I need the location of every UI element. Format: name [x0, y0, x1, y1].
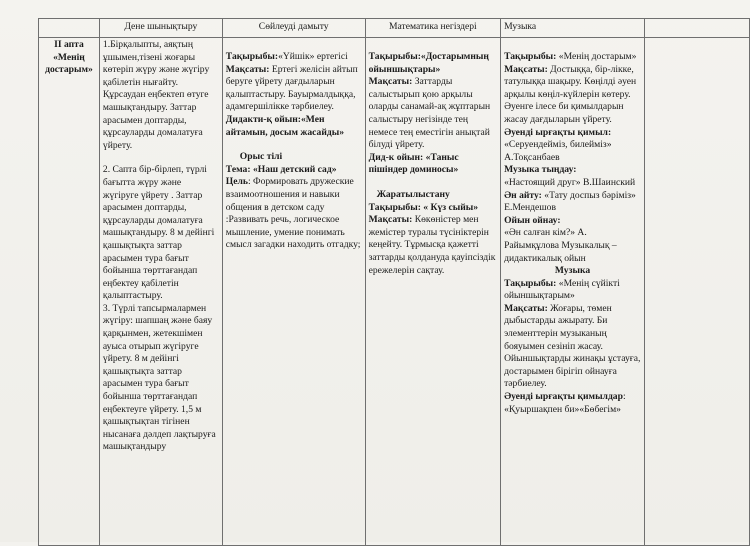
russian-language-title: Орыс тілі — [239, 151, 283, 163]
math-didactic-game: Дид-к ойын: «Таныс пішіндер доминосы» — [368, 151, 459, 176]
physical-education-cell — [99, 38, 222, 546]
math-topic — [369, 51, 497, 76]
speech-topic-label: Тақырыбы: — [225, 51, 279, 62]
music-goal — [504, 64, 641, 127]
header-math-basics: Математика негіздері — [365, 19, 500, 38]
music-cell — [501, 38, 645, 546]
russian-aim-value: : Формировать дружеские взаимоотношения и навыки общения в детском саду :Развивать речь, логическое мышление, умение понимать смысл загадки находить отгадку; — [225, 176, 361, 251]
russian-theme — [226, 164, 362, 177]
pe-paragraph-1: 1.Бірқалыпты, аяқтың ұшымен,тізені жоғары көтеріп жүру және жүгіру қабілетін нығайту. Құрсаудан еңбектеп өтуге машықтандыру. Заттар арасымен доптарды, құрсауларды домалатуға үйрету. — [102, 39, 210, 151]
header-speech-development: Сөйлеуді дамыту — [222, 19, 365, 38]
header-cell-empty — [39, 19, 100, 38]
music-rhythm-value: «Серуендейміз, билейміз» А.Тоқсанбаев — [504, 139, 612, 163]
russian-theme-value: «Наш детский сад» — [250, 163, 337, 175]
empty-right-cell — [644, 38, 749, 546]
math-goal — [369, 76, 497, 152]
nature-goal-label: Мақсаты: — [368, 214, 413, 226]
math-topic-value: «Достарымның ойыншықтары» — [368, 51, 489, 75]
music-listening-label: Музыка тыңдау: — [504, 164, 577, 176]
music-goal-2-value: Жоғары, төмен дыбыстарды ажырату. Би элементтерін музыканың бояуымен сезініп жасау. Ойыншықтарды жинақы ұстауға, достарымен бірігіп ойнауға тәрбиелеу. — [504, 302, 641, 390]
music-topic-value: «Менің достарым» — [556, 51, 637, 62]
music-singing-value: «Тату доспыз бәріміз» Е.Мендешов — [504, 189, 636, 214]
music-goal-2 — [504, 303, 641, 391]
music-second-title: Музыка — [554, 265, 591, 277]
music-goal-label: Мақсаты: — [504, 63, 548, 75]
speech-topic-value: «Үйшік» ертегісі — [278, 51, 348, 62]
week-label-cell — [39, 38, 100, 546]
speech-goal-value: Ертегі желісін айтып беруге үйрету дағдыларын қалыптастыру. Бауырмалдыққа, адамгершілікке тәрбиелеу. — [225, 63, 358, 113]
music-topic-2-label: Тақырыбы: — [504, 277, 557, 289]
nature-title: Жаратылыстану — [376, 188, 450, 200]
math-basics-cell — [365, 38, 500, 546]
music-singing-label: Ән айту: — [504, 189, 542, 201]
nature-goal-value: Көкөністер мен жемістер туралы түсініктерін кеңейту. Тұрмысқа қажетті заттарды қолдануда қауіпсіздік ережелерін сақтау. — [368, 214, 496, 276]
music-goal-2-label: Мақсаты: — [504, 302, 548, 314]
russian-aim-label: Цель — [225, 176, 248, 188]
music-goal-value: Достыққа, бір-лікке, татулыққа шақыру. Көңілді әуен арқылы көңіл-күйлерін көтеру. Әуенге ілесе би қимылдарын жасау дағдыларын үйрету. — [504, 63, 637, 125]
header-physical-education: Дене шынықтыру — [99, 19, 222, 38]
nature-topic — [369, 202, 497, 215]
music-listening-value: «Настоящий друг» В.Шаинский — [504, 176, 636, 188]
math-topic-label: Тақырыбы: — [368, 51, 421, 62]
music-rhythm-2-label: Әуенді ырғақты қимылдар — [504, 391, 623, 403]
week-label: ІІ апта «Менің достарым» — [45, 39, 93, 76]
music-rhythm — [504, 127, 641, 165]
speech-goal-label: Мақсаты: — [225, 63, 270, 75]
speech-goal — [226, 64, 362, 114]
music-play-label: Ойын ойнау: — [504, 214, 561, 226]
music-listening — [504, 164, 641, 189]
music-rhythm-2 — [504, 391, 641, 416]
pe-paragraph-2: 2. Сапта бір-бірлеп, түрлі бағытта жүру және жүгіруге үйрету . Заттар арасымен доптарды, құрсауларды домалатуға машықтандыру. 8 м дейінгі қашықтықта заттар арасымен тура бағыт бойынша төрттағандап еңбектеу қабілетін қалыптастыру. — [102, 164, 215, 302]
week-row — [39, 38, 750, 546]
nature-goal — [369, 214, 497, 277]
math-goal-label: Мақсаты: — [368, 76, 413, 88]
music-rhythm-2-value: : «Қуыршақпен би»«Бөбегім» — [504, 391, 626, 415]
russian-aim — [226, 176, 362, 252]
header-row — [39, 19, 750, 38]
music-play-value: «Ән салған кім?» А. Райымқұлова Музыкалық – дидактикалық ойын — [504, 227, 617, 264]
header-cell-empty-right — [644, 19, 749, 38]
header-music: Музыка — [501, 19, 645, 38]
music-rhythm-label: Әуенді ырғақты қимыл: — [504, 126, 612, 138]
music-topic-2-value: «Менің сүйікті ойыншықтарым» — [504, 277, 620, 302]
music-topic-2 — [504, 278, 641, 303]
nature-topic-label: Тақырыбы: — [368, 201, 421, 213]
russian-theme-label: Тема: — [225, 163, 251, 175]
music-topic — [504, 51, 641, 64]
speech-topic — [226, 51, 362, 64]
pe-paragraph-3: 3. Түрлі тапсырмалармен жүгіру: шапшаң және баяу қарқынмен, жетекшімен ауыса отырып жүгіруге үйрету. 8 м дейінгі қашықтықта заттар арасымен тура бағыт бойынша төрттағандап еңбектеуге үйрету. 1,5 м қашықтықтан тігінен нысанаға дәлдеп лақтыруға машықтандыру — [102, 302, 216, 453]
music-play — [504, 215, 641, 265]
nature-topic-value: « Күз сыйы» — [420, 201, 479, 213]
speech-didactic-game: Дидакти-қ ойын:«Мен айтамын, досым жасайды» — [225, 113, 345, 138]
speech-development-cell — [222, 38, 365, 546]
math-goal-value: Заттарды салыстырып қою арқылы оларды санамай-ақ жұптарын салыстыру негізінде тең немесе тең еместігін анықтай білуді үйрету. — [368, 76, 491, 151]
music-singing — [504, 190, 641, 215]
weekly-plan-table — [38, 18, 750, 546]
music-topic-label: Тақырыбы: — [504, 51, 557, 62]
